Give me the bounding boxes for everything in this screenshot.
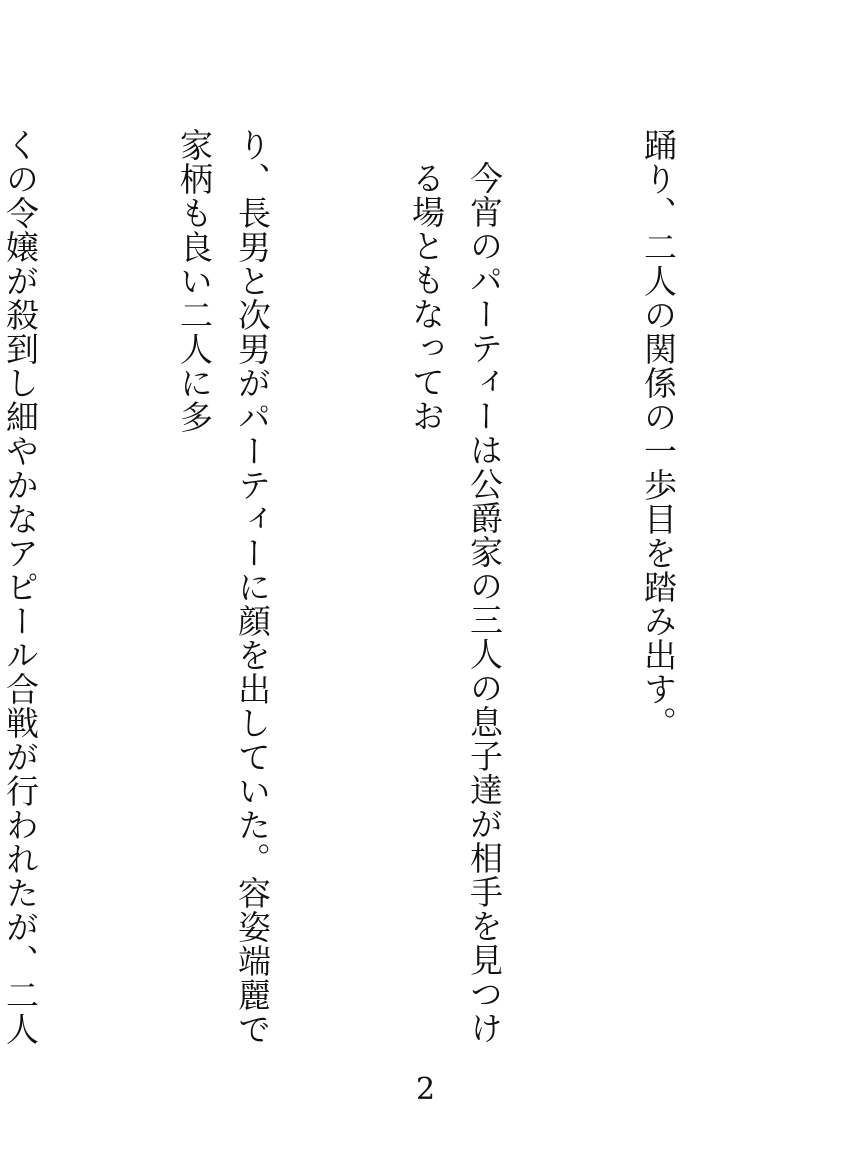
vertical-text-body [0,128,803,1068]
text-line-3: り、長男と次男がパーティーに顔を出していた。容姿端麗で家柄も良い二人に多 [175,128,272,1046]
text-line-2: 今宵のパーティーは公爵家の三人の息子達が相手を見つける場ともなってお [407,161,504,1045]
text-line-1: 踊り、二人の関係の一歩目を踏み出す。 [639,128,678,740]
page-number: 2 [415,1072,436,1107]
text-line-4: くの令嬢が殺到し細やかなアピール合戦が行われたが、二人 [1,128,40,1046]
